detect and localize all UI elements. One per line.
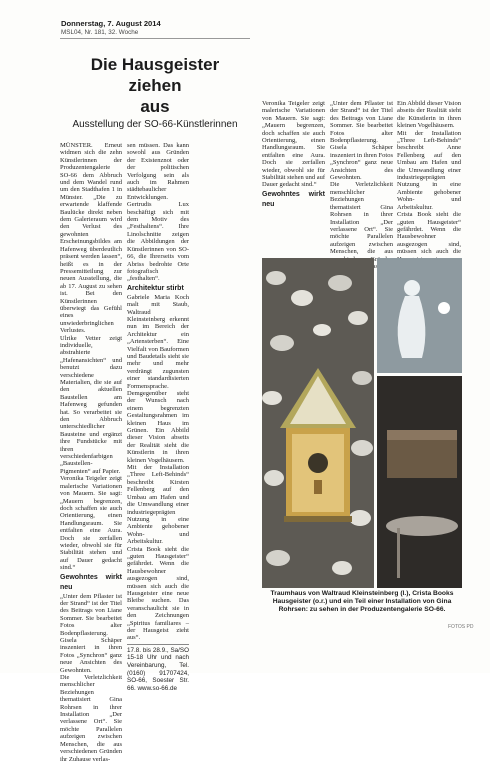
- paragraph: sen müssen. Das kann sowohl aus Gründen der Existenznot oder der politischen Verfolgung sein als auch im Rahmen städtebaulicher Entwicklungen.: [127, 142, 189, 201]
- photo-installation: [377, 376, 462, 588]
- article-column-2: [127, 142, 189, 692]
- right-column-1: [262, 100, 325, 255]
- paragraph: Ein Abbild dieser Vision abseits der Realität sieht die Künstlerin in ihren kleinen Vogelhäusern.: [397, 100, 461, 130]
- right-column-3: [397, 100, 461, 255]
- header-rule: [60, 38, 250, 39]
- section-heading: Gewohntes wirkt neu: [60, 573, 122, 591]
- edition-issue: MSL04, Nr. 181, 32. Woche: [61, 29, 139, 36]
- paragraph: Crista Book sieht die „guten Hausgeister“ gefährdet. Wenn die Hausbewohner ausgezogen sind, müssen sich auch die: [397, 211, 461, 256]
- article-column-1: [60, 142, 122, 763]
- info-box: 17.8. bis 28.9., Sa/SO 15-18 Uhr und nach Vereinbarung, Tel. (0160) 91707424, SO-66, Soester Str. 66. www.so-66.de: [127, 644, 189, 693]
- headline-line-1: Die Hausgeister: [90, 55, 220, 74]
- section-heading: Gewohntes wirkt neu: [262, 190, 325, 208]
- right-column-2: [330, 100, 393, 255]
- section-heading: Architektur stirbt: [127, 284, 184, 292]
- headline-line-2: ziehen: [128, 76, 182, 95]
- photo-collage: [262, 258, 462, 588]
- edition-date: Donnerstag, 7. August 2014: [61, 19, 161, 28]
- paragraph: Veronika Teigeler zeigt malerische Variationen von Mauern. Sie sagt: „Mauern begrenzen, doch schaffen sie auch Orientierung, einen Handlungsraum. Sie entfalten eine Aura. Doch sie zerfallen wieder, obwohl sie für Stabilität stehen und auf Dauer gedacht sind.“: [60, 475, 122, 572]
- paragraph: Ulrike Vetter zeigt individuelle, abstrahierte „Hafenansichten“ und benutzt dazu verschiedene Materialien, die sie auf den aktuellen Baustellen am Hafenweg gefunden hat. So verarbeitet sie den Abbruch unterschiedlicher Bausteine und ergänzt ihre Fundstücke mit ihren verschiedenfarbigen „Baustellen-Pigmenten“ auf Papier.: [60, 334, 122, 475]
- paragraph: Crista Book sieht die „guten Hausgeister“ gefährdet. Wenn die Hausbewohner ausgezogen sind, müssen sich auch die Hausgeister eine neue Bleibe suchen. Das veranschaulicht sie in den Zeichnungen „Spiritus familiares – der Hausgeist zieht aus“.: [127, 545, 189, 642]
- paragraph: Mit der Installation „Three Left-Behinds“ beschreibt Anne Fellenberg auf den Umbau am Hafen und die Umwandlung einer industriegeprägten Nutzung in eine Ambiente gehobener Wohn- und Arbeitskultur.: [397, 129, 461, 211]
- paragraph: „Unter dem Pflaster ist der Strand“ ist der Titel des Beitrags von Liane Sommer. Sie bearbeitet Fotos alter Bodenpflasterung. Gisela Schäper inszeniert in ihren Fotos „Synchron“ ganz neue Ansichten des Gewohnten.: [330, 100, 394, 182]
- photo-credit: FOTOS PD: [448, 624, 474, 630]
- paragraph: Gabriele Maria Koch malt mit Staub, Waltraud Kleinsteinberg erkennt nun im Bereich der Architektur ein „Artensterben“. Eine Vielfalt von Bauformen und Baudetails sieht sie mehr und mehr verdrängt zugunsten einer standardisierten Formensprache. Demgegenüber steht der Wunsch nach einem begrenzten Gestaltungsrahmen im kleinen Haus im Grünen. Ein Abbild dieser Vision abseits der Realität sieht die Künstlerin in ihren kleinen Vogelhäusern.: [127, 293, 189, 464]
- paragraph: Die Verletzlichkeit menschlicher Beziehungen thematisiert Gina Rohrsen in ihrer Installation „Der verlassene Ort“. Sie möchte Parallelen aufzeigen zwischen Menschen, die aus: [330, 181, 393, 256]
- paragraph: Gertrudis Lux beschäftigt sich mit dem Motiv des „Festhaltens“. Ihre Linolschnitte zeigen die Abbildungen der Künstlerinnen von SO-66, die Ihrerseits vom Abriss bedrohte Orte fotografisch „festhalten“.: [127, 201, 189, 283]
- headline-line-3: aus: [140, 97, 170, 116]
- paragraph: Mit der Installation „Three Left-Behinds“ beschreibt Kirsten Fellenberg auf den Umbau am Hafen und die Umwandlung einer industriegeprägten Nutzung in eine Ambiente gehobener Wohn- und Arbeitskultur.: [127, 464, 189, 546]
- paragraph: Die Verletzlichkeit menschlicher Beziehungen thematisiert Gina Rohrsen in ihrer Installation „Der verlassene Ort“. Sie möchte Parallelen aufzeigen zwischen Menschen, die aus verschiedenen Gründen ihr Zuhause verlas-: [60, 674, 122, 763]
- subheadline: Ausstellung der SO-66-Künstlerinnen: [72, 119, 238, 130]
- paragraph: MÜNSTER. Erneut widmen sich die zehn Künstlerinnen der Produzentengalerie SO-66 dem Abbruch und dem Wandel rund um den Stadthafen 1 in Münster. „Die zu erwartende klaffende Baulücke direkt neben dem Galerieraum wird den Verlust des gewohnten Erscheinungsbildes am Hafenweg überdeutlich präsent werden lassen“, heißt es in der Pressemitteilung zur neuen Ausstellung, die ab 17. August zu sehen ist. Bei den Künstlerinnen überwiegt das Gefühl eines unwiederbringlichen Verlustes.: [60, 142, 122, 335]
- paragraph: „Unter dem Pflaster ist der Strand“ ist der Titel des Beitrags von Liane Sommer. Sie bearbeitet Fotos alter Bodenpflasterung. Gisela Schäper inszeniert in ihren Fotos „Synchron“ ganz neue Ansichten des Gewohnten.: [60, 592, 122, 674]
- paragraph: Veronika Teigeler zeigt malerische Variationen von Mauern. Sie sagt: „Mauern begrenzen, doch schaffen sie auch Orientierung, einen Handlungsraum. Sie entfalten eine Aura. Doch sie zerfallen wieder, obwohl sie für Stabilität stehen und auf Dauer gedacht sind.“: [262, 100, 326, 189]
- photo-caption: Traumhaus von Waltraud Kleinsteinberg (l.), Crista Books Hausgeister (o.r.) und ein Teil einer Installation von Gina Rohrsen: zu sehen in der Produzentengalerie SO-66.: [270, 590, 454, 613]
